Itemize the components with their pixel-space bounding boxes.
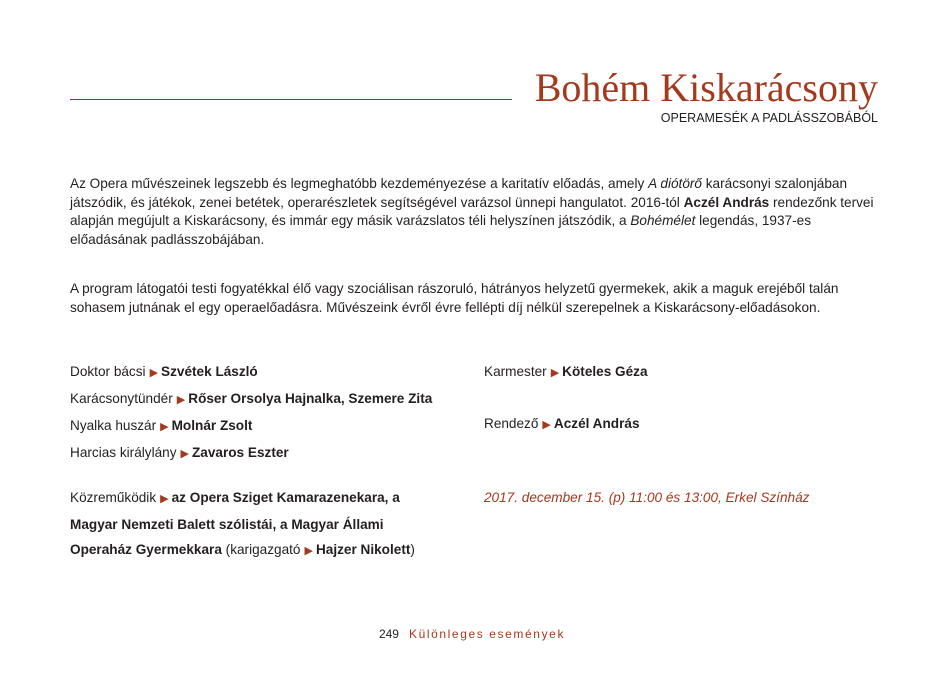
- page-footer: [0, 626, 944, 642]
- role-label: Harcias királylány: [70, 445, 177, 460]
- chorus-master-label: (karigazgató: [221, 542, 301, 557]
- performance-datetime: 2017. december 15. (p) 11:00 és 13:00, Erkel Színház: [484, 490, 810, 505]
- intro-paragraph-1: [70, 175, 876, 249]
- contributors-line-3: Operaház Gyermekkara: [70, 542, 222, 557]
- cast-row: [70, 440, 432, 467]
- crew-row: [484, 359, 648, 386]
- cast-row: [70, 386, 432, 413]
- intro-text: rendezőnk tervei alapján megújult a Kiskarácsony, és immár egy másik varázslatos téli helyszínen játszódik, a: [70, 194, 874, 228]
- intro-text: Az Opera művészeinek legszebb és legmeghatóbb kezdeményezése a karitatív előadás, amely: [70, 176, 649, 191]
- triangle-icon: ▶: [160, 421, 169, 433]
- chorus-master-name: Hajzer Nikolett: [315, 542, 411, 557]
- work-title-nutcracker: A diótörő: [648, 176, 702, 191]
- director-name: Aczél András: [683, 194, 770, 210]
- crew-list: [484, 359, 648, 438]
- performer-name: Aczél András: [553, 416, 640, 431]
- triangle-icon: ▶: [550, 367, 560, 379]
- triangle-icon: ▶: [176, 394, 186, 406]
- triangle-icon: ▶: [160, 493, 169, 505]
- role-label: Rendező: [484, 416, 539, 431]
- role-label: Karmester: [484, 364, 547, 379]
- page-subtitle: OPERAMESÉK A PADLÁSSZOBÁBÓL: [660, 111, 878, 125]
- section-name: Különleges események: [408, 627, 566, 641]
- contributors-line-1: az Opera Sziget Kamarazenekara, a: [171, 490, 400, 505]
- role-label: Karácsonytündér: [70, 391, 173, 406]
- cast-list: [70, 359, 432, 467]
- cast-row: [70, 359, 432, 386]
- role-label: Nyalka huszár: [70, 418, 157, 433]
- performer-name: Köteles Géza: [562, 364, 648, 379]
- triangle-icon: ▶: [542, 419, 551, 431]
- contributors-line-2: Magyar Nemzeti Balett szólistái, a Magyar Állami: [70, 517, 384, 532]
- performer-name: Szvétek László: [161, 364, 258, 379]
- page-number: 249: [378, 627, 399, 641]
- intro-paragraph-2: A program látogatói testi fogyatékkal élő vagy szociálisan rászoruló, hátrányos helyzetű gyermekek, akik a maguk erejéből talán sohasem jutnának el egy operaelőadásra. Művészeink évről évre fellépti díj nélkül szerepelnek a Kiskarácsony-előadásokon.: [70, 281, 839, 315]
- performer-name: Zavaros Eszter: [191, 445, 289, 460]
- cast-row: [70, 413, 432, 440]
- triangle-icon: ▶: [304, 545, 313, 557]
- work-title-boheme: Bohémélet: [630, 213, 696, 228]
- paren-close: ): [410, 542, 415, 557]
- intro-text: karácsonyi szalonjában játszódik, és játékok, zenei betétek, operarészletek segítségével varázsol ünnepi hangulatot. 2016-tól: [70, 176, 848, 210]
- crew-row: [484, 411, 648, 438]
- page-title: Bohém Kiskarácsony: [534, 65, 878, 110]
- intro-text: legendás, 1937-es előadásának padlásszobájában.: [70, 213, 811, 247]
- performer-name: Molnár Zsolt: [171, 418, 253, 433]
- contributors-label: Közreműködik: [70, 490, 157, 505]
- triangle-icon: ▶: [180, 448, 189, 460]
- triangle-icon: ▶: [149, 367, 159, 379]
- performer-name: Rőser Orsolya Hajnalka, Szemere Zita: [188, 391, 433, 406]
- contributors: [70, 485, 470, 564]
- role-label: Doktor bácsi: [70, 364, 146, 379]
- header-rule: [70, 99, 512, 100]
